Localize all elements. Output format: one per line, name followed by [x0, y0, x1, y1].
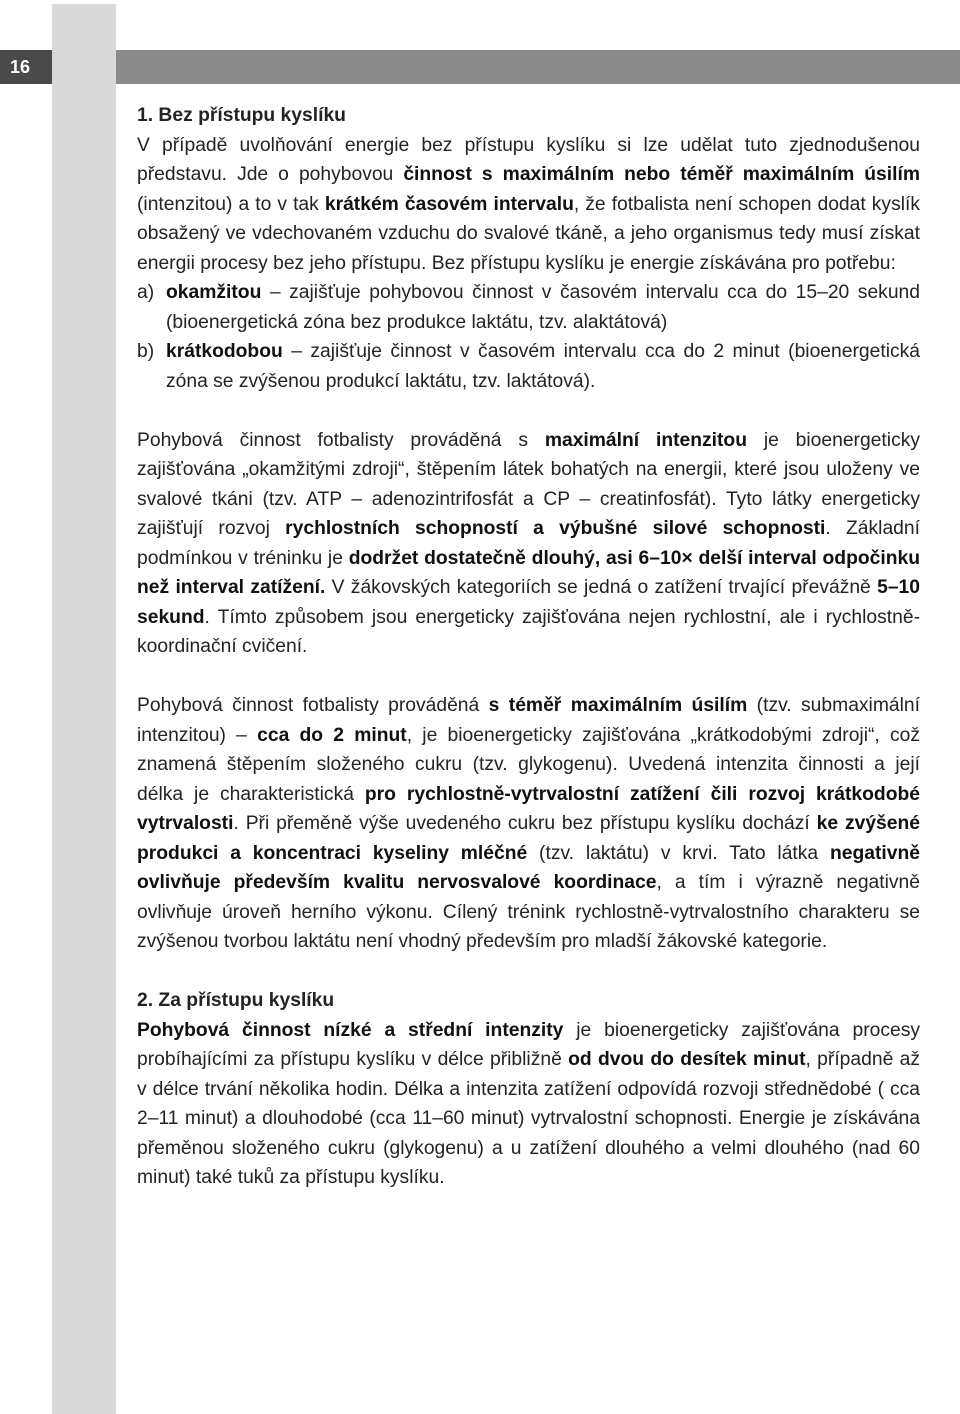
text-run: V případě uvolňování energie bez přístupu kyslíku si lze udělat tuto zjednodušenou představu. Jde o pohybovou	[137, 134, 920, 185]
bold-run: cca do 2 minut	[257, 724, 407, 746]
text-run: (tzv. laktátu) v krvi. Tato látka	[527, 842, 830, 864]
bold-run: od dvou do desítek minut	[568, 1049, 806, 1070]
bold-run: okamžitou	[166, 282, 262, 303]
section-1-intro	[137, 131, 920, 279]
bold-run: pro rychlostně-vytrvalostní zatížení čili rozvoj krátkodobé vytrvalosti	[137, 783, 920, 834]
spacer	[137, 396, 920, 426]
bold-run: rychlostních schopností a výbušné silové schopnosti	[285, 518, 826, 539]
text-run: – zajišťuje pohybovou činnost v časovém intervalu cca do 15–20 sekund (bioenergetická zóna bez produkce laktátu, tzv. alaktátová)	[166, 282, 920, 333]
section-1-paragraph-2	[137, 426, 920, 662]
list-item-a	[137, 278, 920, 337]
header-bar	[116, 50, 960, 84]
text-run: je bioenergeticky zajišťována „okamžitými zdroji“, štěpením látek bohatých na energii, které jsou uloženy ve svalové tkáni (tzv. ATP – adenozintrifosfát a CP – creatinfosfát). Tyto látky energeticky zajišťují rozvoj	[137, 429, 920, 539]
page-number: 16	[0, 50, 52, 84]
text-run: . Základní podmínkou v tréninku je	[137, 518, 920, 569]
bold-run: maximální intenzitou	[544, 429, 747, 451]
text-run: Pohybová činnost fotbalisty prováděná s	[137, 429, 545, 451]
bold-run: činnost s maximálním nebo téměř maximálním úsilím	[403, 164, 920, 185]
text-run: , případně až v délce trvání několika hodin. Délka a intenzita zatížení odpovídá rozvoji střednědobé ( cca 2–11 minut) a dlouhodobé (cca 11–60 minut) vytrvalostní schopnosti. Energie je získávána přeměnou složeného cukru (glykogenu) a u zatížení dlouhého a velmi dlouhého (nad 60 minut) také tuků za přístupu kyslíku.	[137, 1049, 920, 1188]
text-run: , je bioenergeticky zajišťována „krátkodobými zdroji“, což znamená štěpením složeného cukru (tzv. glykogenu). Uvedená intenzita činnosti a její délka je charakteristická	[137, 724, 920, 805]
text-run: Pohybová činnost fotbalisty prováděná	[137, 695, 489, 716]
list-text-b	[166, 337, 920, 396]
spacer	[137, 662, 920, 692]
list-marker-a: a)	[137, 282, 155, 303]
bold-run: krátkodobou	[166, 341, 283, 362]
text-run: – zajišťuje činnost v časovém intervalu cca do 2 minut (bioenergetická zóna se zvýšenou produkcí laktátu, tzv. laktátová).	[166, 341, 920, 392]
list-text-a	[166, 278, 920, 337]
bold-run: ke zvýšené produkci a koncentraci kyseliny mléčné	[137, 813, 920, 864]
text-run: , že fotbalista není schopen dodat kyslík obsažený ve vdechovaném vzduchu do svalové tkáně, a jeho organismus tedy musí získat energii procesy bez jeho přístupu. Bez přístupu kyslíku je energie získávána pro potřebu:	[137, 193, 920, 274]
bold-run: s téměř maximálním úsilím	[488, 695, 748, 716]
section-1-paragraph-3	[137, 691, 920, 957]
text-run: (intenzitou) a to v tak	[137, 193, 325, 215]
section-1-title: 1. Bez přístupu kyslíku	[137, 105, 346, 126]
list-item-b	[137, 337, 920, 396]
list-marker-b: b)	[137, 341, 155, 362]
side-strip	[52, 4, 116, 1414]
text-run: . Tímto způsobem jsou energeticky zajišťována nejen rychlostní, ale i rychlostně-koordinační cvičení.	[137, 606, 920, 657]
bold-run: dodržet dostatečně dlouhý, asi 6–10× delší interval odpočinku než interval zatížení.	[137, 547, 920, 598]
spacer	[137, 957, 920, 987]
bold-run: 5–10 sekund	[137, 577, 920, 628]
section-2-paragraph	[137, 1016, 920, 1193]
bold-run: Pohybová činnost nízké a střední intenzity	[137, 1019, 564, 1041]
page-content	[137, 101, 920, 1193]
text-run: V žákovských kategoriích se jedná o zatížení trvající převážně	[325, 577, 878, 598]
section-2-title: 2. Za přístupu kyslíku	[137, 990, 335, 1011]
text-run: (tzv. submaximální intenzitou) –	[137, 695, 920, 746]
text-run: je bioenergeticky zajišťována procesy probíhajícími za přístupu kyslíku v délce přibližně	[137, 1019, 920, 1070]
bold-run: negativně ovlivňuje především kvalitu nervosvalové koordinace	[137, 842, 920, 893]
bold-run: krátkém časovém intervalu	[324, 193, 574, 215]
text-run: , a tím i výrazně negativně ovlivňuje úroveň herního výkonu. Cílený trénink rychlostně-vytrvalostního charakteru se zvýšenou tvorbou laktátu není vhodný především pro mladší žákovské kategorie.	[137, 872, 920, 952]
text-run: . Při přeměně výše uvedeného cukru bez přístupu kyslíku dochází	[233, 813, 817, 834]
